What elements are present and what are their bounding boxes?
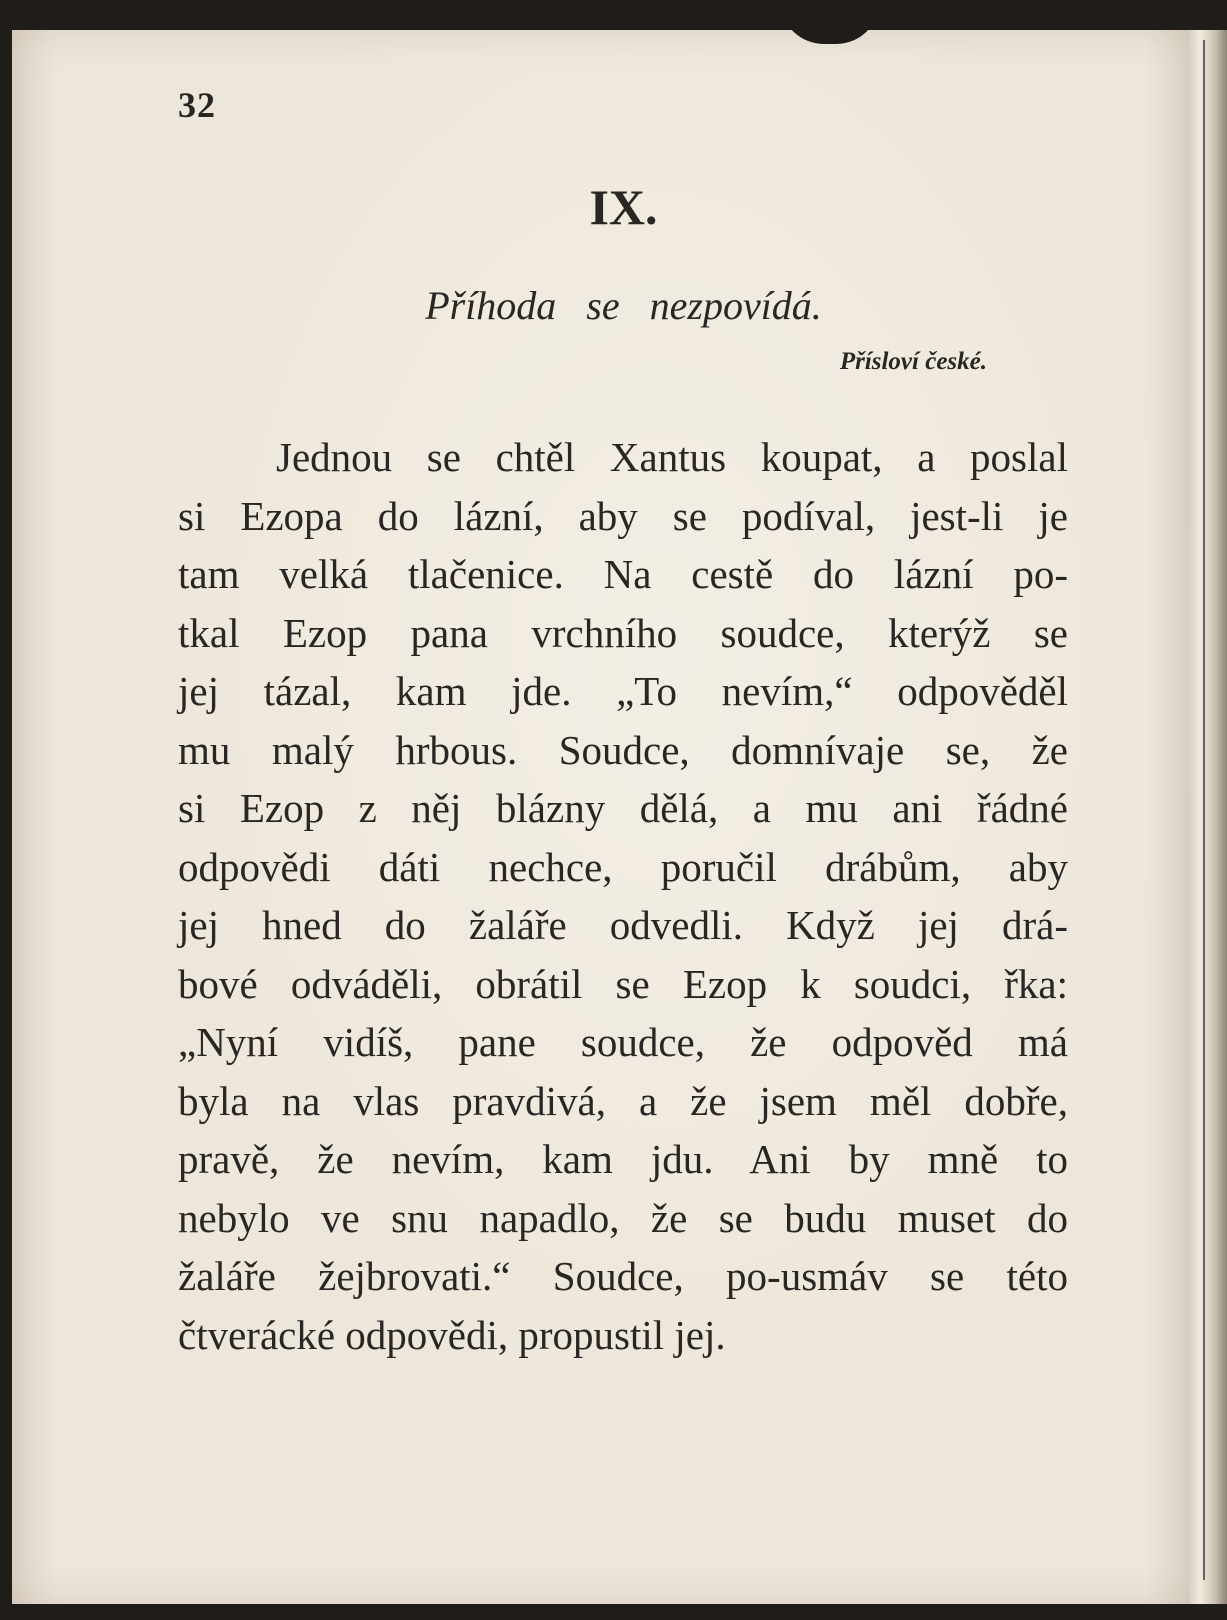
body-line: mu malý hrbous. Soudce, domnívaje se, že [178,726,1068,773]
body-line: „Nyní vidíš, pane soudce, že odpověd má [178,1019,1068,1065]
body-line: bové odváděli, obrátil se Ezop k soudci, řka: [178,960,1068,1007]
page-number: 32 [178,85,216,125]
body-line: žaláře žejbrovati.“ Soudce, po-usmáv se této [178,1253,1068,1299]
body-line: jej hned do žaláře odvedli. Když jej drá- [178,902,1068,948]
body-line: čtverácké odpovědi, propustil jej. [178,1311,726,1358]
body-line: tkal Ezop pana vrchního soudce, kterýž se [178,609,1068,656]
body-line: si Ezopa do lázní, aby se podíval, jest-li je [178,492,1068,539]
page-gutter [1189,30,1227,1604]
story-body [178,428,1068,1364]
body-line: tam velká tlačenice. Na cestě do lázní po- [178,551,1068,597]
body-line: jej tázal, kam jde. „To nevím,“ odpověděl [178,668,1068,714]
body-line: si Ezop z něj blázny dělá, a mu ani řádné [178,785,1068,831]
chapter-heading: IX. [589,179,658,235]
body-line: pravě, že nevím, kam jdu. Ani by mně to [178,1136,1068,1182]
body-line: Jednou se chtěl Xantus koupat, a poslal [276,434,1068,480]
body-line: nebylo ve snu napadlo, že se budu muset do [178,1194,1068,1241]
body-line: odpovědi dáti nechce, poručil drábům, aby [178,843,1068,890]
story-title: Příhoda se nezpovídá. [425,283,822,328]
body-line: byla na vlas pravdivá, a že jsem měl dobře, [178,1077,1068,1124]
story-source: Přísloví české. [839,348,987,375]
gutter-edge-line [1203,40,1205,1580]
